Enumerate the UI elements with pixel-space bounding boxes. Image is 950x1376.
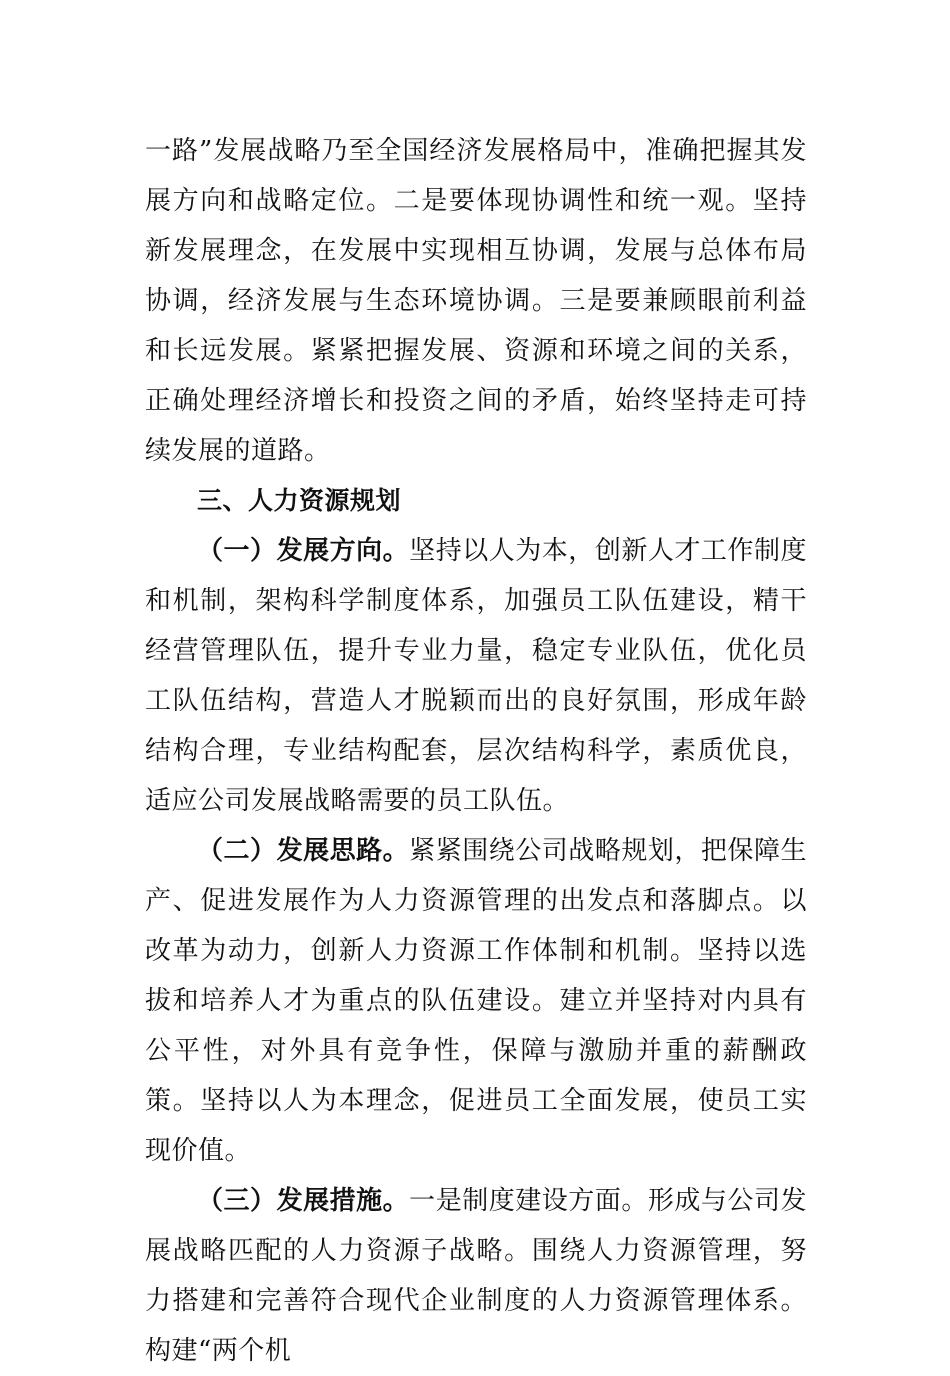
document-body xyxy=(145,126,807,1376)
paragraph-development-measures xyxy=(145,1176,807,1376)
paragraph-lead: （二）发展思路。 xyxy=(197,836,410,866)
paragraph-body: 坚持以人为本，创新人才工作制度和机制，架构科学制度体系，加强员工队伍建设，精干经营管理队伍，提升专业力量，稳定专业队伍，优化员工队伍结构，营造人才脱颖而出的良好氛围，形成年龄结构合理，专业结构配套，层次结构科学，素质优良，适应公司发展战略需要的员工队伍。 xyxy=(145,536,807,816)
paragraph-development-approach xyxy=(145,826,807,1176)
paragraph-lead: （一）发展方向。 xyxy=(197,536,410,566)
section-heading-text: 三、人力资源规划 xyxy=(197,486,402,515)
paragraph-development-direction xyxy=(145,526,807,826)
continued-paragraph: 一路”发展战略乃至全国经济发展格局中，准确把握其发展方向和战略定位。二是要体现协调性和统一观。坚持新发展理念，在发展中实现相互协调，发展与总体布局协调，经济发展与生态环境协调。三是要兼顾眼前利益和长远发展。紧紧把握发展、资源和环境之间的关系，正确处理经济增长和投资之间的矛盾，始终坚持走可持续发展的道路。 xyxy=(145,136,807,466)
paragraph-body: 一是制度建设方面。形成与公司发展战略匹配的人力资源子战略。围绕人力资源管理，努力搭建和完善符合现代企业制度的人力资源管理体系。构建“两个机 xyxy=(145,1186,807,1366)
section-heading xyxy=(145,476,807,526)
paragraph-body: 紧紧围绕公司战略规划，把保障生产、促进发展作为人力资源管理的出发点和落脚点。以改革为动力，创新人力资源工作体制和机制。坚持以选拔和培养人才为重点的队伍建设。建立并坚持对内具有公平性，对外具有竞争性，保障与激励并重的薪酬政策。坚持以人为本理念，促进员工全面发展，使员工实现价值。 xyxy=(145,836,807,1166)
paragraph-lead: （三）发展措施。 xyxy=(197,1186,410,1216)
